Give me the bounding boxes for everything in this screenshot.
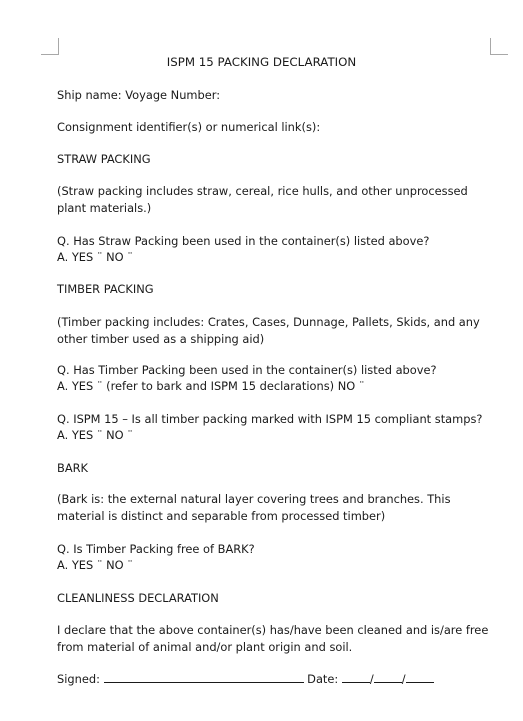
signed-label: Signed: — [57, 672, 100, 686]
timber-question-2: Q. ISPM 15 – Is all timber packing marked with ISPM 15 compliant stamps? — [57, 412, 483, 426]
page-margin-corner-top-left — [41, 38, 59, 55]
ship-name-line: Ship name: Voyage Number: — [57, 88, 221, 102]
signature-blank[interactable] — [104, 671, 304, 683]
straw-question: Q. Has Straw Packing been used in the container(s) listed above? — [57, 234, 430, 248]
bark-question: Q. Is Timber Packing free of BARK? — [57, 542, 255, 556]
cleanliness-heading: CLEANLINESS DECLARATION — [57, 591, 219, 605]
consignment-line: Consignment identifier(s) or numerical link(s): — [57, 120, 321, 134]
bark-note: (Bark is: the external natural layer covering trees and branches. This material is distinct and separable from processed timber) — [57, 492, 451, 523]
document-title: ISPM 15 PACKING DECLARATION — [166, 55, 357, 69]
cleanliness-statement: I declare that the above container(s) has/have been cleaned and is/are free from material of animal and/or plant origin and soil. — [57, 623, 489, 654]
date-separator-1: / — [369, 672, 374, 686]
timber-note: (Timber packing includes: Crates, Cases, Dunnage, Pallets, Skids, and any other timber used as a shipping aid) — [57, 315, 480, 346]
date-year-blank[interactable] — [406, 671, 434, 683]
straw-note: (Straw packing includes straw, cereal, rice hulls, and other unprocessed plant materials.) — [57, 184, 468, 215]
bark-heading: BARK — [57, 461, 88, 475]
date-separator-2: / — [401, 672, 406, 686]
date-day-blank[interactable] — [342, 671, 370, 683]
timber-answer-1: A. YES ¨ (refer to bark and ISPM 15 declarations) NO ¨ — [57, 379, 365, 393]
straw-heading: STRAW PACKING — [57, 152, 151, 166]
date-label: Date: — [307, 672, 339, 686]
timber-answer-2: A. YES ¨ NO ¨ — [57, 428, 133, 442]
date-month-blank[interactable] — [374, 671, 402, 683]
page-margin-corner-top-right — [490, 38, 508, 55]
signature-line — [57, 671, 434, 687]
straw-answer: A. YES ¨ NO ¨ — [57, 250, 133, 264]
timber-heading: TIMBER PACKING — [57, 282, 154, 296]
bark-answer: A. YES ¨ NO ¨ — [57, 558, 133, 572]
timber-question-1: Q. Has Timber Packing been used in the container(s) listed above? — [57, 363, 437, 377]
